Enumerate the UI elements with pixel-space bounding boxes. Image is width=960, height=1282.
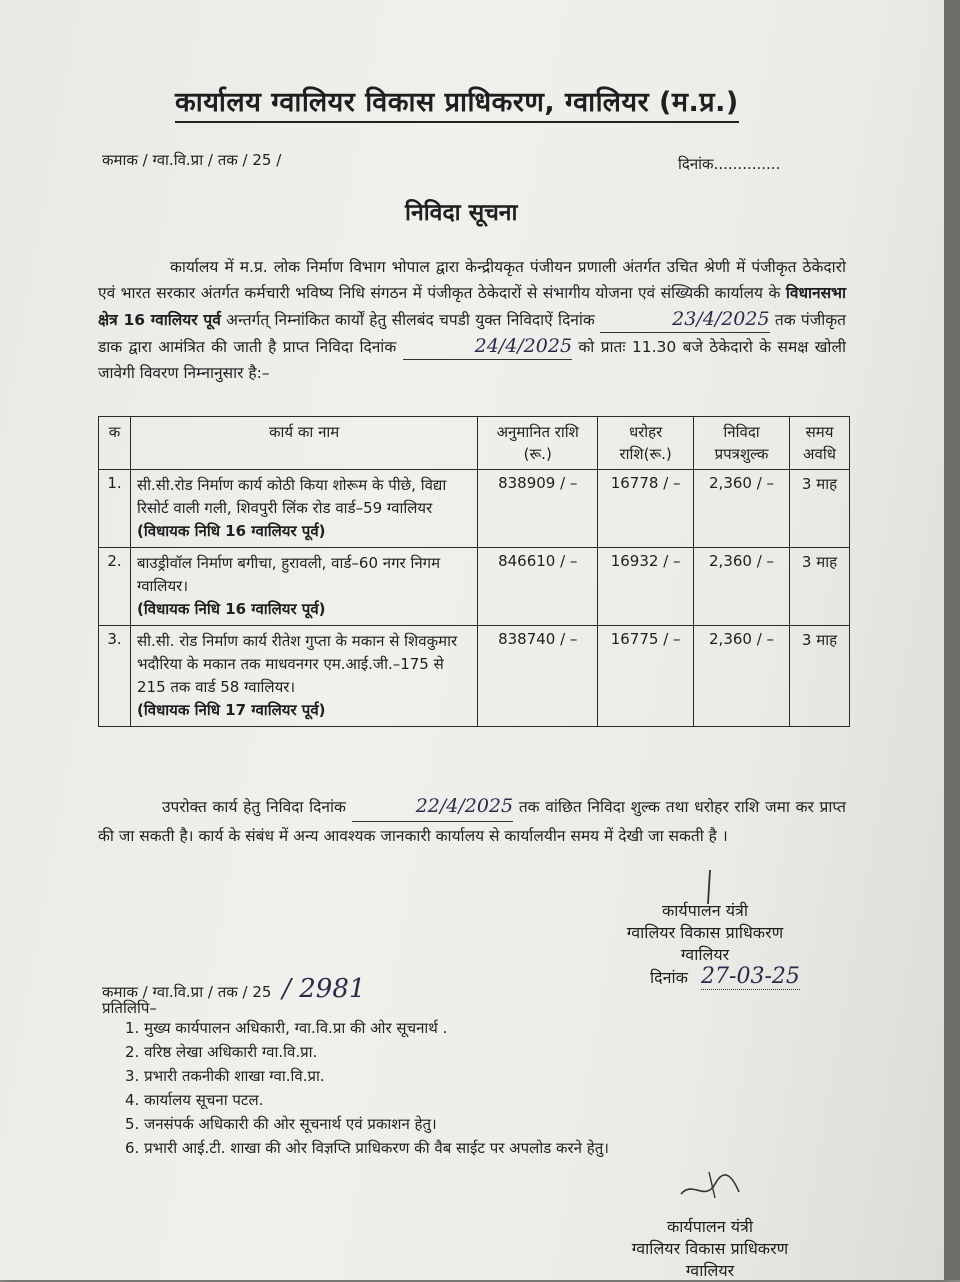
list-item-number: 3.: [125, 1067, 140, 1085]
row-work: [130, 626, 477, 727]
row-work: [130, 548, 477, 626]
list-item-number: 5.: [125, 1115, 140, 1133]
row-sno: 3.: [99, 626, 131, 727]
signatory-organization: ग्वालियर विकास प्राधिकरण: [631, 1239, 789, 1258]
col-header-work: कार्य का नाम: [130, 417, 477, 470]
row-deposit: 16932 / –: [598, 548, 694, 626]
background-edge: [944, 0, 960, 1280]
row-fee: 2,360 / –: [694, 626, 790, 727]
signatory-city: ग्वालियर: [680, 945, 730, 964]
signature-date-label: दिनांक: [650, 968, 688, 987]
signatory-designation: कार्यपालन यंत्री: [661, 901, 748, 920]
row-period: 3 माह: [790, 626, 850, 727]
row-estimate: 846610 / –: [478, 548, 598, 626]
signatory-organization: ग्वालियर विकास प्राधिकरण: [626, 923, 784, 942]
list-item-text: कार्यालय सूचना पटल.: [144, 1091, 264, 1109]
list-item-text: वरिष्ठ लेखा अधिकारी ग्वा.वि.प्रा.: [144, 1043, 318, 1061]
list-item: [125, 1136, 609, 1160]
list-item: [125, 1064, 609, 1088]
signatory-city: ग्वालियर: [685, 1261, 735, 1280]
row-estimate: 838740 / –: [478, 626, 598, 727]
intro-text-1: कार्यालय में म.प्र. लोक निर्माण विभाग भोपाल द्वारा केन्द्रीयकृत पंजीयन प्रणाली अंतर्गत उचित श्रेणी में पंजीकृत ठेकेदारो एवं भारत सरकार अंतर्गत कर्मचारी भविष्य निधि संगठन में पंजीकृत ठेकेदारों से संभागीय योजना एवं संख्यिकी कार्यालय के: [98, 258, 846, 302]
row-sno: 1.: [99, 470, 131, 548]
row-fund: (विधायक निधि 16 ग्वालियर पूर्व): [136, 522, 326, 540]
fee-deposit-date: 22/4/2025: [352, 792, 513, 822]
col-header-estimate: अनुमानित राशि (रू.): [478, 417, 598, 470]
date-label: दिनांक..............: [678, 155, 781, 173]
list-item: [125, 1088, 609, 1112]
closing-text-2: तक वांछित निविदा शुल्क तथा धरोहर राशि जमा कर प्राप्त की जा सकती है। कार्य के संबंध में अन्य आवश्यक जानकारी कार्यालय से कार्यालयीन समय में देखी जा सकती है ।: [98, 798, 846, 845]
row-work: [130, 470, 477, 548]
row-deposit: 16775 / –: [598, 626, 694, 727]
list-item-text: जनसंपर्क अधिकारी की ओर सूचनार्थ एवं प्रकाशन हेतु।: [144, 1115, 437, 1133]
intro-constituency: विधानसभा क्षेत्र 16 ग्वालियर पूर्व: [98, 284, 846, 329]
table-row: [99, 626, 850, 727]
row-work-text: सी.सी. रोड निर्माण कार्य रीतेश गुप्ता के मकान से शिवकुमार भदौरिया के मकान तक माधवनगर एम.आई.जी.–175 से 215 तक वार्ड 58 ग्वालियर।: [136, 632, 458, 696]
table-header-row: [99, 417, 850, 470]
row-fee: 2,360 / –: [694, 548, 790, 626]
row-fund: (विधायक निधि 16 ग्वालियर पूर्व): [136, 600, 326, 618]
opening-date: 24/4/2025: [403, 333, 572, 360]
office-title: कार्यालय ग्वालियर विकास प्राधिकरण, ग्वालियर (म.प्र.): [175, 82, 739, 123]
list-item-number: 1.: [125, 1019, 140, 1037]
notice-title: निविदा सूचना: [405, 200, 518, 226]
list-item-text: प्रभारी आई.टी. शाखा की ओर विज्ञप्ति प्राधिकरण की वैब साईट पर अपलोड करने हेतु।: [144, 1139, 609, 1157]
signature-date-value: 27-03-25: [701, 964, 800, 989]
row-estimate: 838909 / –: [478, 470, 598, 548]
copy-label: प्रतिलिपि–: [102, 999, 157, 1017]
list-item: [125, 1016, 609, 1040]
row-period: 3 माह: [790, 470, 850, 548]
list-item: [125, 1040, 609, 1064]
list-item-number: 4.: [125, 1091, 140, 1109]
list-item-number: 6.: [125, 1139, 140, 1157]
row-sno: 2.: [99, 548, 131, 626]
row-fund: (विधायक निधि 17 ग्वालियर पूर्व): [136, 701, 326, 719]
list-item-text: प्रभारी तकनीकी शाखा ग्वा.वि.प्रा.: [144, 1067, 325, 1085]
copy-list: [125, 1016, 609, 1160]
col-header-sno: क: [99, 417, 131, 470]
row-period: 3 माह: [790, 548, 850, 626]
list-item: [125, 1112, 609, 1136]
signature-date: [650, 964, 800, 990]
initials-signature: [675, 1168, 745, 1208]
tender-table: [98, 416, 850, 727]
reference-number: कमाक / ग्वा.वि.प्रा / तक / 25 /: [102, 151, 282, 169]
intro-text-4: को प्रातः 11.30 बजे ठेकेदारो के समक्ष खोली जावेगी विवरण निम्नानुसार है:–: [98, 338, 846, 382]
table-row: [99, 470, 850, 548]
intro-text-2: अन्तर्गत् निम्नांकित कार्यों हेतु सीलबंद चपडी युक्त निविदाऐं दिनांक: [226, 311, 595, 329]
col-header-period: समय अवधि: [790, 417, 850, 470]
list-item-number: 2.: [125, 1043, 140, 1061]
row-work-text: बाउड्रीवॉल निर्माण बगीचा, हुरावली, वार्ड–60 नगर निगम ग्वालियर।: [136, 554, 441, 595]
signature-block-1: [600, 900, 810, 966]
col-header-deposit: धरोहर राशि(रू.): [598, 417, 694, 470]
submission-date: 23/4/2025: [600, 306, 769, 333]
row-fee: 2,360 / –: [694, 470, 790, 548]
closing-text-1: उपरोक्त कार्य हेतु निविदा दिनांक: [162, 798, 346, 816]
copy-ref-handwritten: / 2981: [282, 974, 366, 1004]
closing-paragraph: [98, 792, 846, 851]
row-deposit: 16778 / –: [598, 470, 694, 548]
table-row: [99, 548, 850, 626]
signatory-designation: कार्यपालन यंत्री: [666, 1217, 753, 1236]
col-header-fee: निविदा प्रपत्रशुल्क: [694, 417, 790, 470]
signature-block-2: [600, 1216, 820, 1282]
intro-text-3: तक पंजीकृत डाक द्वारा आमंत्रित की जाती है प्राप्त निविदा दिनांक: [98, 311, 846, 356]
copy-ref-number: कमाक / ग्वा.वि.प्रा / तक / 25: [102, 983, 272, 1001]
row-work-text: सी.सी.रोड निर्माण कार्य कोठी किया शोरूम के पीछे, विद्या रिसोर्ट वाली गली, शिवपुरी लिंक रोड वार्ड–59 ग्वालियर: [136, 476, 447, 517]
list-item-text: मुख्य कार्यपालन अधिकारी, ग्वा.वि.प्रा की ओर सूचनार्थ .: [144, 1019, 448, 1037]
intro-paragraph: [98, 254, 846, 386]
